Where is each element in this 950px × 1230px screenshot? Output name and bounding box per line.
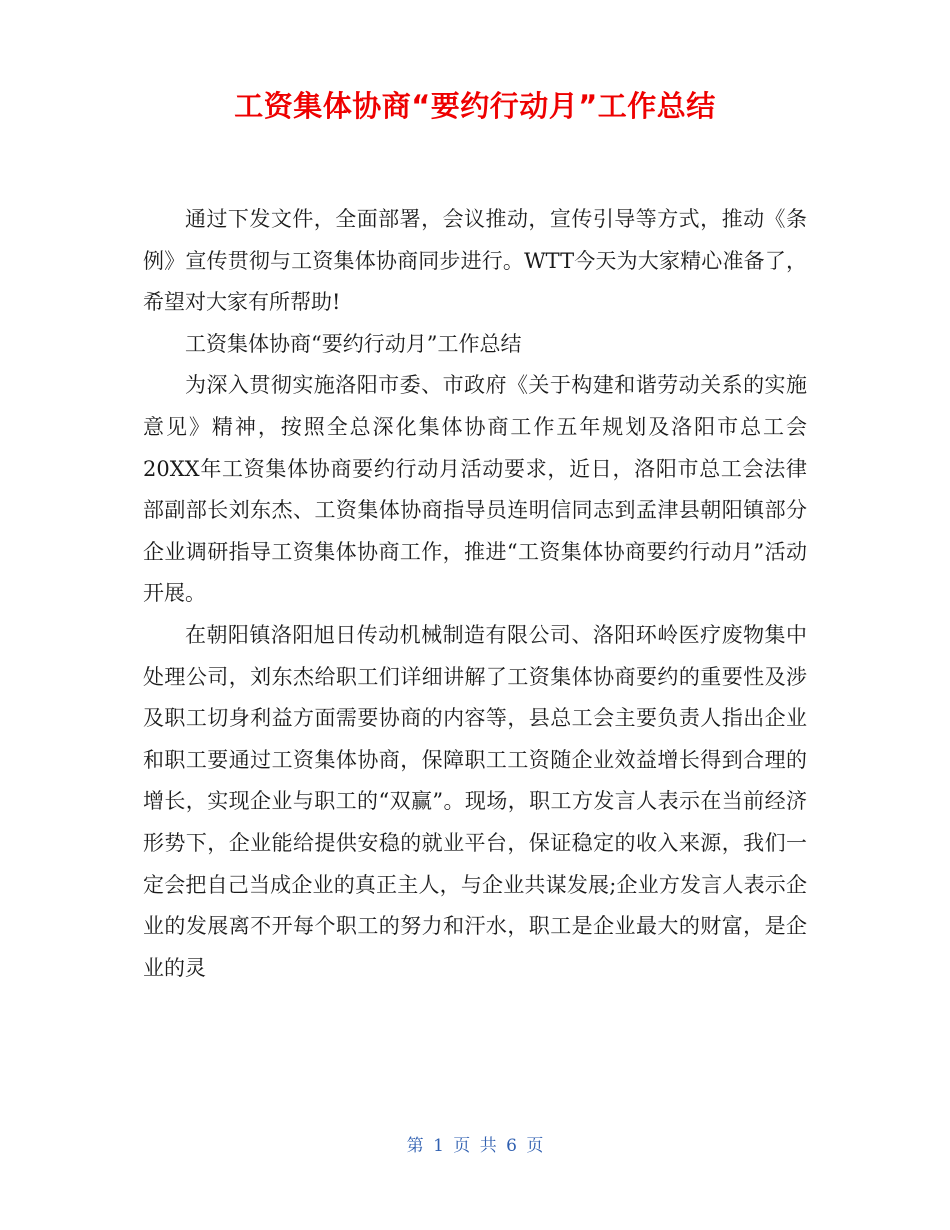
document-body bbox=[143, 199, 807, 989]
intro-paragraph: 通过下发文件，全面部署，会议推动，宣传引导等方式，推动《条例》宣传贯彻与工资集体协商同步进行。WTT今天为大家精心准备了，希望对大家有所帮助! bbox=[143, 207, 807, 315]
body-paragraph: 为深入贯彻实施洛阳市委、市政府《关于构建和谐劳动关系的实施意见》精神，按照全总深化集体协商工作五年规划及洛阳市总工会20XX年工资集体协商要约行动月活动要求，近日，洛阳市总工会法律部副部长刘东杰、工资集体协商指导员连明信同志到孟津县朝阳镇部分企业调研指导工资集体协商工作，推进“工资集体协商要约行动月”活动开展。 bbox=[143, 373, 807, 606]
body-paragraph: 在朝阳镇洛阳旭日传动机械制造有限公司、洛阳环岭医疗废物集中处理公司，刘东杰给职工们详细讲解了工资集体协商要约的重要性及涉及职工切身利益方面需要协商的内容等，县总工会主要负责人指出企业和职工要通过工资集体协商，保障职工工资随企业效益增长得到合理的增长，实现企业与职工的“双赢”。现场，职工方发言人表示在当前经济形势下，企业能给提供安稳的就业平台，保证稳定的收入来源，我们一定会把自己当成企业的真正主人，与企业共谋发展;企业方发言人表示企业的发展离不开每个职工的努力和汗水，职工是企业最大的财富，是企业的灵 bbox=[143, 622, 807, 980]
page-number-footer: 第 1 页 共 6 页 bbox=[406, 1136, 544, 1156]
document-title: 工资集体协商“要约行动月”工作总结 bbox=[234, 89, 716, 123]
section-heading: 工资集体协商“要约行动月”工作总结 bbox=[185, 331, 522, 356]
